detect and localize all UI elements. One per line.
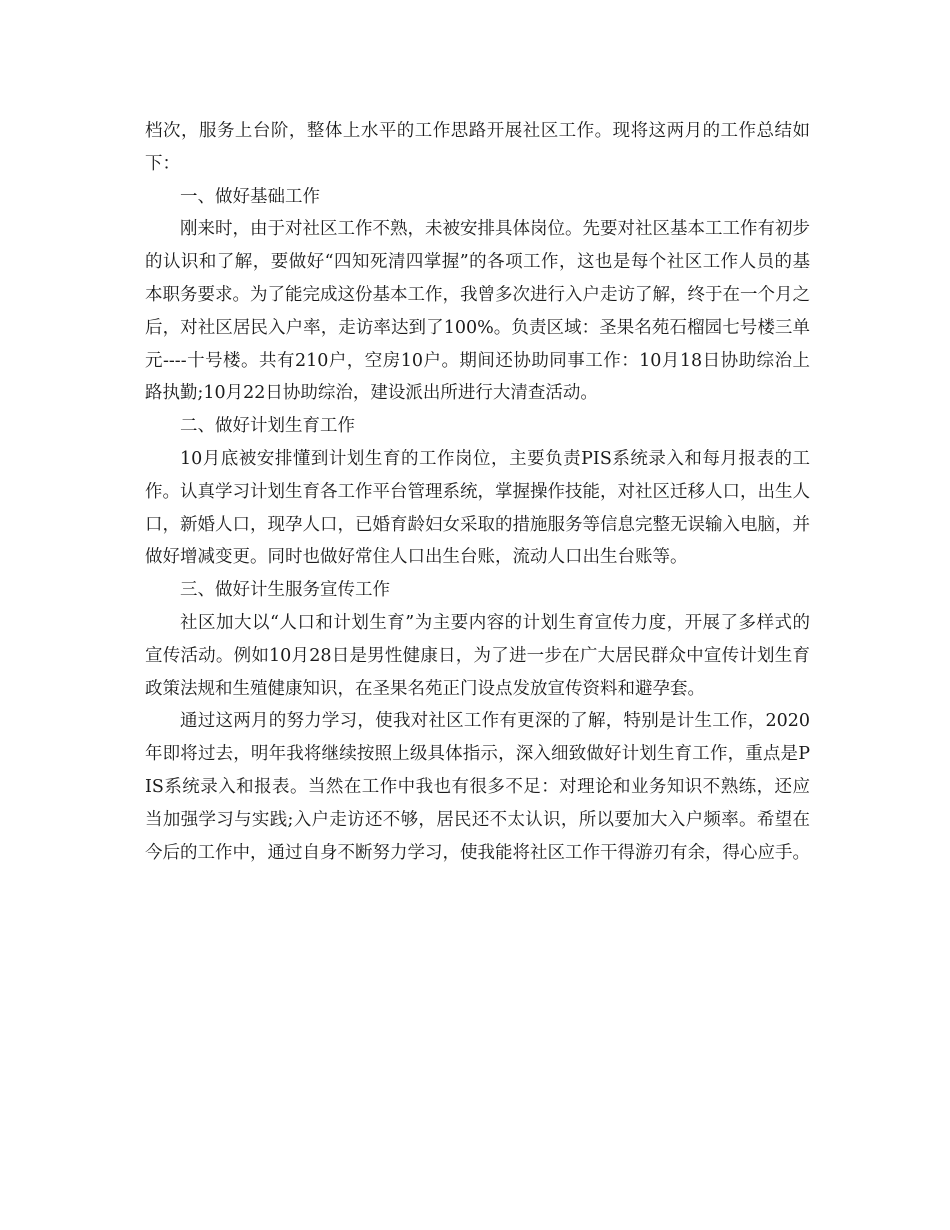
paragraph-family-planning: 10月底被安排懂到计划生育的工作岗位，主要负责PIS系统录入和每月报表的工作。认真学习计划生育各工作平台管理系统，掌握操作技能，对社区迁移人口，出生人口，新婚人口，现孕人口，已婚育龄妇女采取的措施服务等信息完整无误输入电脑，并做好增减变更。同时也做好常住人口出生台账，流动人口出生台账等。 (145, 448, 810, 568)
section-heading-family-planning: 二、做好计划生育工作 (180, 416, 355, 437)
section-heading-publicity: 三、做好计生服务宣传工作 (180, 580, 390, 601)
paragraph-basic-work: 刚来时，由于对社区工作不熟，未被安排具体岗位。先要对社区基本工工作有初步的认识和了解，要做好“四知死清四掌握”的各项工作，这也是每个社区工作人员的基本职务要求。为了能完成这份基本工作，我曾多次进行入户走访了解，终于在一个月之后，对社区居民入户率，走访率达到了100%。负责区域：圣果名苑石榴园七号楼三单元----十号楼。共有210户，空房10户。期间还协助同事工作：10月18日协助综治上路执勤;10月22日协助综治，建设派出所进行大清查活动。 (145, 219, 810, 404)
section-heading-basic-work: 一、做好基础工作 (180, 186, 320, 207)
paragraph-conclusion: 通过这两月的努力学习，使我对社区工作有更深的了解，特别是计生工作，2020年即将过去，明年我将继续按照上级具体指示，深入细致做好计划生育工作，重点是PIS系统录入和报表。当然在工作中我也有很多不足：对理论和业务知识不熟练，还应当加强学习与实践;入户走访还不够，居民还不太认识，所以要加大入户频率。希望在今后的工作中，通过自身不断努力学习，使我能将社区工作干得游刃有余，得心应手。 (145, 711, 810, 863)
document-body (145, 115, 810, 869)
paragraph-intro-continuation: 档次，服务上台阶，整体上水平的工作思路开展社区工作。现将这两月的工作总结如下： (145, 121, 810, 174)
paragraph-publicity: 社区加大以“人口和计划生育”为主要内容的计划生育宣传力度，开展了多样式的宣传活动。例如10月28日是男性健康日，为了进一步在广大居民群众中宣传计划生育政策法规和生殖健康知识，在圣果名苑正门设点发放宣传资料和避孕套。 (145, 612, 810, 699)
